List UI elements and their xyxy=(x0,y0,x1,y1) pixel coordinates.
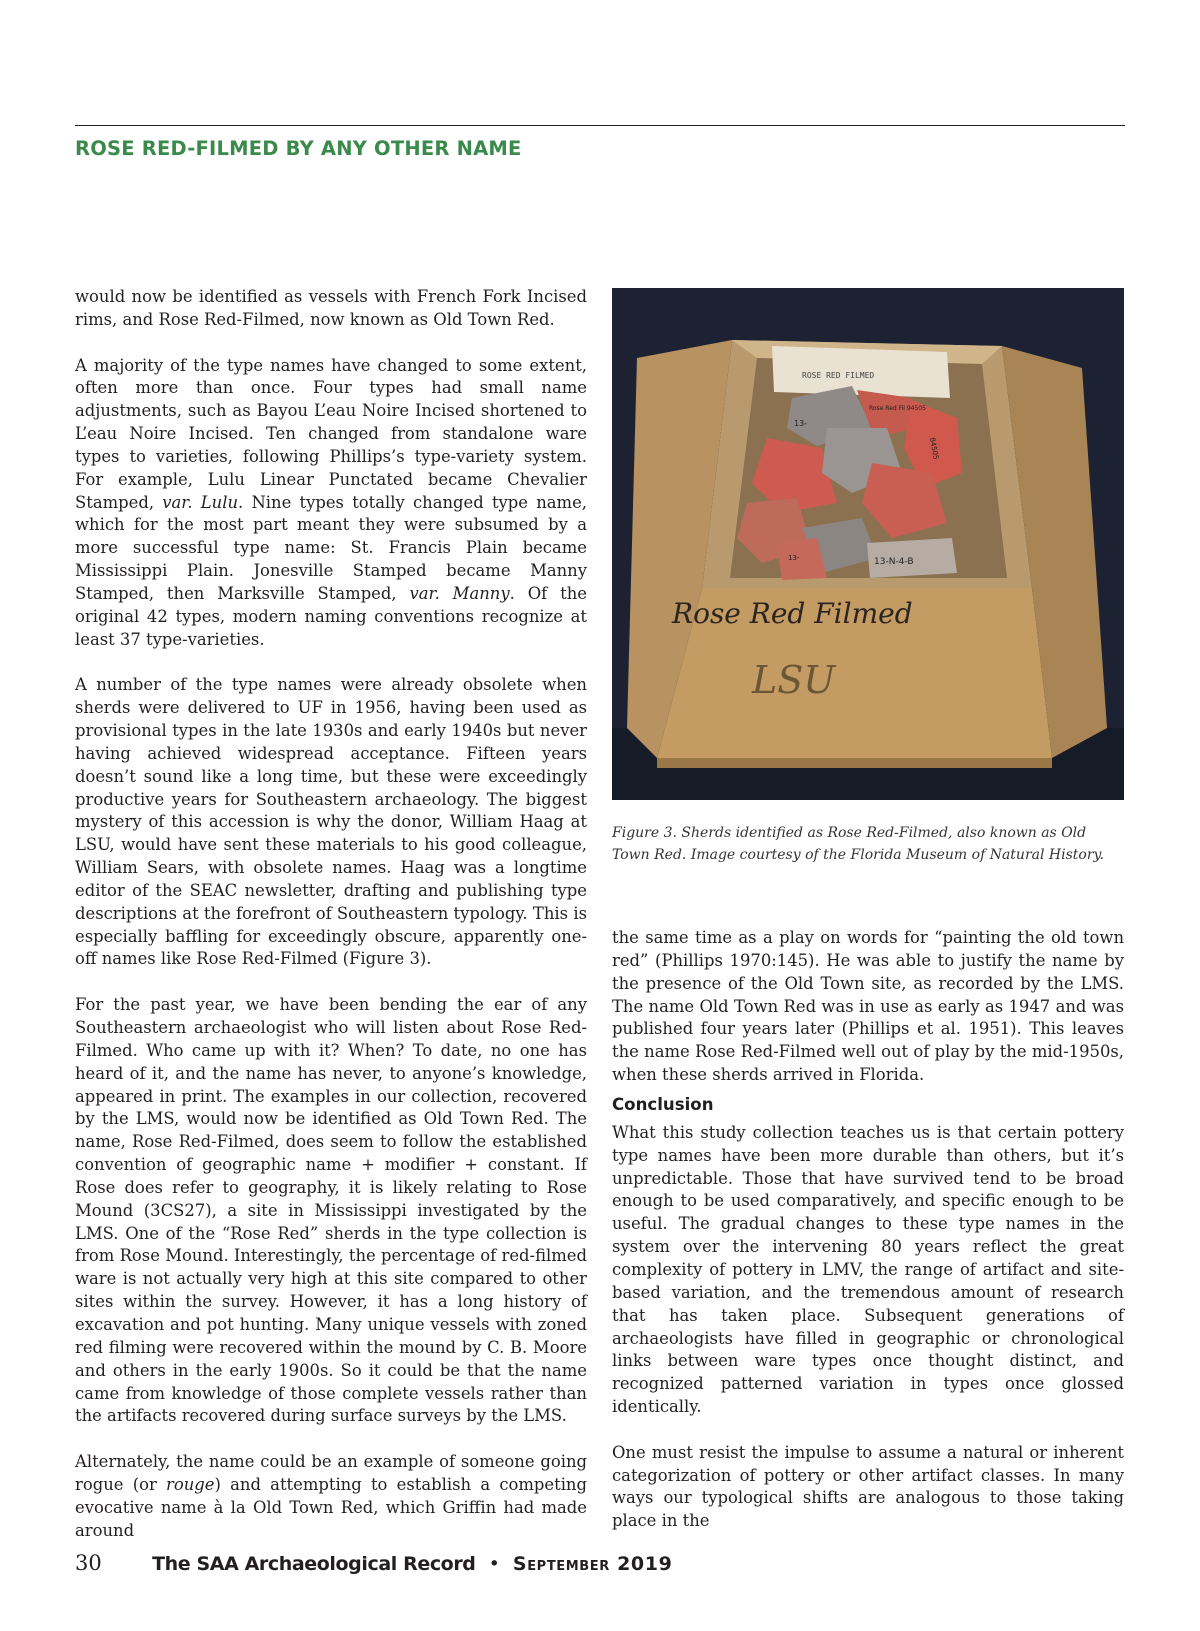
paragraph: One must resist the impulse to assume a natural or inherent categorization of pottery or other artifact classes. In many ways our typological shifts are analogous to those taking place in the xyxy=(612,1442,1124,1531)
paragraph: A majority of the type names have changed to some extent, often more than once. Four types had small name adjustments, such as Bayou L’eau Noire Incised shortened to L’eau Noire Incised. Ten changed from standalone ware types to varieties, following Phillips’s type-variety system. For example, Lulu Linear Punctated became Chevalier Stamped, var. Lulu. Nine types totally changed type name, which for the most part meant they were subsumed by a more successful type name: St. Francis Plain became Mississippi Plain. Jonesville Stamped became Manny Stamped, then Marksville Stamped, var. Manny. Of the original 42 types, modern naming conventions recognize at least 37 type-varieties. xyxy=(75,355,588,649)
section-heading-conclusion: Conclusion xyxy=(612,1094,714,1114)
right-column xyxy=(612,927,1124,1533)
running-head: ROSE RED-FILMED BY ANY OTHER NAME xyxy=(75,137,522,160)
svg-text:Rose Red Fil 94505: Rose Red Fil 94505 xyxy=(869,405,926,412)
header-rule xyxy=(75,125,1125,126)
journal-title: The SAA Archaeological Record xyxy=(152,1553,476,1575)
paragraph: For the past year, we have been bending the ear of any Southeastern archaeologist who will listen about Rose Red-Filmed. Who came up with it? When? To date, no one has heard of it, and the name has never, to anyone’s knowledge, appeared in print. The examples in our collection, recovered by the LMS, would now be identified as Old Town Red. The name, Rose Red-Filmed, does seem to follow the established convention of geographic name + modifier + constant. If Rose does refer to geography, it is likely relating to Rose Mound (3CS27), a site in Mississippi investigated by the LMS. One of the “Rose Red” sherds in the type collection is from Rose Mound. Interestingly, the percentage of red-filmed ware is not actually very high at this site compared to other sites within the survey. However, it has a long history of excavation and pot hunting. Many unique vessels with zoned red filming were recovered within the mound by C. B. Moore and others in the early 1900s. So it could be that the name came from knowledge of those complete vessels rather than the artifacts recovered during surface surveys by the LMS. xyxy=(75,995,587,1426)
page-footer xyxy=(75,1551,672,1575)
figure-photo-sherds-box xyxy=(612,288,1124,800)
svg-text:LSU: LSU xyxy=(752,658,836,702)
paragraph: the same time as a play on words for “painting the old town red” (Phillips 1970:145). He was able to justify the name by the presence of the Old Town site, as recorded by the LMS. The name Old Town Red was in use as early as 1947 and was published four years later (Phillips et al. 1951). This leaves the name Rose Red-Filmed well out of play by the mid-1950s, when these sherds arrived in Florida. xyxy=(612,928,1124,1085)
svg-text:13-: 13- xyxy=(788,554,800,562)
paragraph: A number of the type names were already obsolete when sherds were delivered to UF in 1956, having been used as provisional types in the late 1930s and early 1940s but never having achieved widespread acceptance. Fifteen years doesn’t sound like a long time, but these were exceedingly productive years for Southeastern archaeology. The biggest mystery of this accession is why the donor, William Haag at LSU, would have sent these materials to his good colleague, William Sears, with obsolete names. Haag was a longtime editor of the SEAC newsletter, drafting and publishing type descriptions at the forefront of Southeastern typology. This is especially baffling for exceedingly obscure, apparently one-off names like Rose Red-Filmed (Figure 3). xyxy=(75,675,587,969)
svg-text:Rose Red Filmed: Rose Red Filmed xyxy=(672,597,913,630)
svg-text:ROSE RED FILMED: ROSE RED FILMED xyxy=(802,371,875,380)
paragraph: What this study collection teaches us is that certain pottery type names have been more durable than others, but it’s unpredictable. Those that have survived tend to be broad enough to be used comparatively, and specific enough to be useful. The gradual changes to these type names in the system over the intervening 80 years reflect the great complexity of pottery in LMV, the range of artifact and site-based variation, and the tremendous amount of research that has taken place. Subsequent generations of archaeologists have filled in geographic or chronological links between ware types once thought distinct, and recognized patterned variation in types once glossed identically. xyxy=(612,1122,1124,1417)
left-column xyxy=(75,286,587,1542)
paragraph: Alternately, the name could be an example of someone going rogue (or rouge) and attempting to establish a competing evocative name à la Old Town Red, which Griffin had made around xyxy=(75,1452,587,1540)
svg-text:84505: 84505 xyxy=(928,436,940,461)
figure-caption: Figure 3. Sherds identified as Rose Red-Filmed, also known as Old Town Red. Image courtesy of the Florida Museum of Natural History. xyxy=(612,825,1105,863)
label-card xyxy=(772,346,950,398)
svg-text:13-N-4-B: 13-N-4-B xyxy=(874,557,914,567)
page-number: 30 xyxy=(75,1551,102,1575)
issue-date: September 2019 xyxy=(512,1553,673,1575)
footer-bullet: • xyxy=(488,1553,500,1575)
paragraph: would now be identified as vessels with French Fork Incised rims, and Rose Red-Filmed, now known as Old Town Red. xyxy=(75,287,587,329)
svg-text:13-: 13- xyxy=(794,419,808,428)
